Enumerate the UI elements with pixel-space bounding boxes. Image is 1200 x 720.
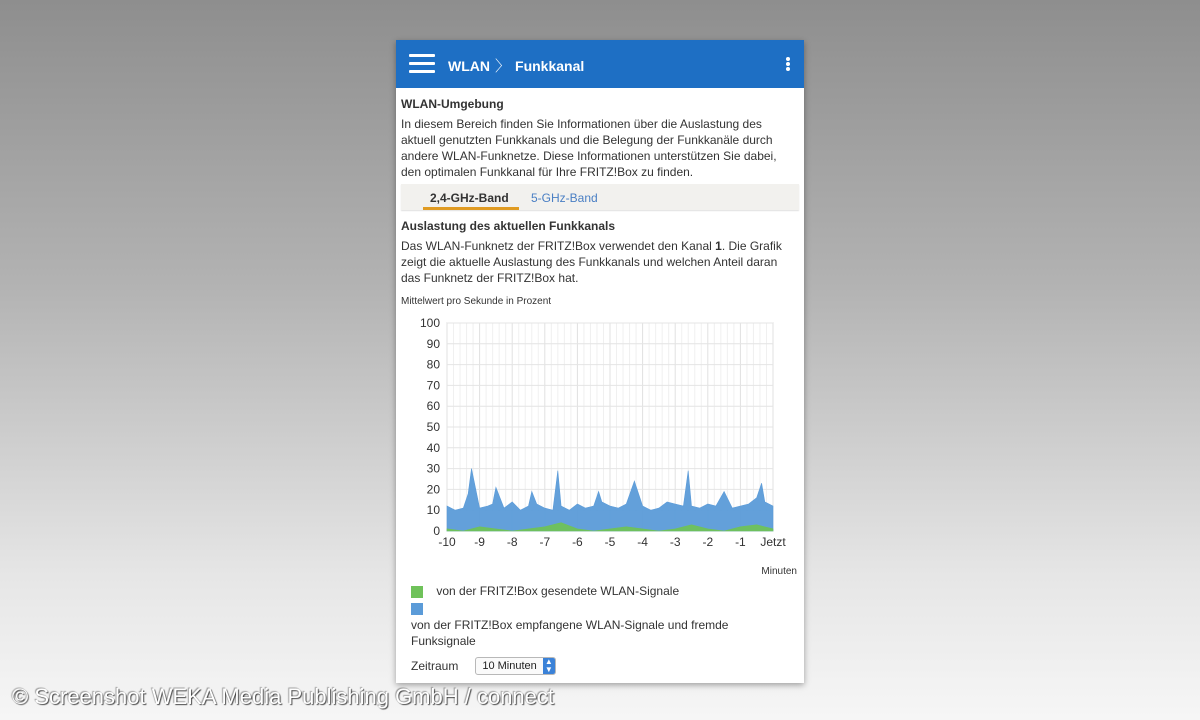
active-tab-indicator <box>423 207 519 210</box>
menu-icon[interactable] <box>409 54 435 74</box>
chart-container <box>401 313 799 583</box>
section-env-text: In diesem Bereich finden Sie Informationen über die Auslastung des aktuell genutzten Funkkanals und die Belegung der Funkkanäle durch andere WLAN-Funknetze. Diese Informationen unterstützen Sie dabei, den optimalen Funkkanal für Ihre FRITZ!Box zu finden. <box>401 117 777 179</box>
y-tick-label: 100 <box>419 316 440 330</box>
y-tick-label: 60 <box>426 399 440 414</box>
arrow-down-icon: ▼ <box>544 665 553 674</box>
x-tick-label: -6 <box>572 535 583 549</box>
x-tick-label: -3 <box>669 535 681 549</box>
chevron-right-icon: 〉 <box>495 58 511 75</box>
x-tick-label: -9 <box>474 535 485 549</box>
y-tick-label: 30 <box>426 461 440 476</box>
legend-received-swatch <box>411 603 423 615</box>
zeitraum-select[interactable] <box>475 657 555 675</box>
app-bar <box>396 40 804 88</box>
y-tick-label: 20 <box>426 482 440 497</box>
chart-legend <box>401 583 799 649</box>
y-tick-label: 10 <box>426 503 440 518</box>
breadcrumb <box>448 55 584 76</box>
x-tick-label: Jetzt <box>760 535 786 549</box>
main-content <box>401 96 799 675</box>
legend-sent-swatch <box>411 586 423 598</box>
legend-received-label: von der FRITZ!Box empfangene WLAN-Signale und fremde Funksignale <box>411 618 729 648</box>
y-tick-label: 90 <box>426 336 440 351</box>
legend-received <box>401 603 799 649</box>
watermark: © Screenshot WEKA Media Publishing GmbH / connect <box>12 684 555 709</box>
x-tick-label: -7 <box>539 535 551 549</box>
tab-5-ghz[interactable]: 5-GHz-Band <box>531 191 598 205</box>
page-title: Funkkanal <box>515 57 585 74</box>
x-tick-label: -8 <box>506 535 518 549</box>
phone-screen <box>396 40 804 683</box>
zeitraum-value: 10 Minuten <box>482 660 537 672</box>
y-tick-label: 70 <box>426 378 440 393</box>
section-env-title: WLAN-Umgebung <box>401 97 504 111</box>
y-tick-label: 0 <box>433 524 440 538</box>
legend-sent <box>401 583 799 601</box>
section-load-text-b: . Die Grafik zeigt die aktuelle Auslastung des Funkkanals und welchen Anteil daran das Funknetz der FRITZ!Box hat. <box>401 239 782 285</box>
zeitraum-label: Zeitraum <box>411 659 459 673</box>
select-arrows-icon <box>543 658 555 674</box>
x-tick-label: -10 <box>438 535 456 549</box>
x-axis-label: Minuten <box>761 566 797 577</box>
x-tick-label: -5 <box>604 535 616 549</box>
x-tick-label: -2 <box>702 535 714 549</box>
zeitraum-row <box>401 657 799 675</box>
chart-title: Mittelwert pro Sekunde in Prozent <box>401 296 552 307</box>
x-tick-label: -4 <box>637 535 648 549</box>
y-tick-label: 50 <box>426 420 440 434</box>
y-tick-label: 40 <box>426 440 440 455</box>
band-tabs <box>401 184 799 210</box>
x-tick-label: -1 <box>735 535 746 549</box>
channel-number: 1 <box>715 239 722 253</box>
tab-2-4-ghz[interactable]: 2,4-GHz-Band <box>430 191 509 205</box>
arrow-up-icon: ▲ <box>544 657 553 666</box>
section-load-text-a: Das WLAN-Funknetz der FRITZ!Box verwendet den Kanal <box>401 239 716 253</box>
section-load-title: Auslastung des aktuellen Funkkanals <box>401 219 616 233</box>
y-tick-label: 80 <box>426 357 440 372</box>
breadcrumb-parent[interactable]: WLAN <box>448 57 490 74</box>
legend-sent-label: von der FRITZ!Box gesendete WLAN-Signale <box>436 584 680 598</box>
section-load-text <box>401 238 799 286</box>
load-chart <box>401 313 799 583</box>
more-vert-icon[interactable] <box>780 53 796 75</box>
